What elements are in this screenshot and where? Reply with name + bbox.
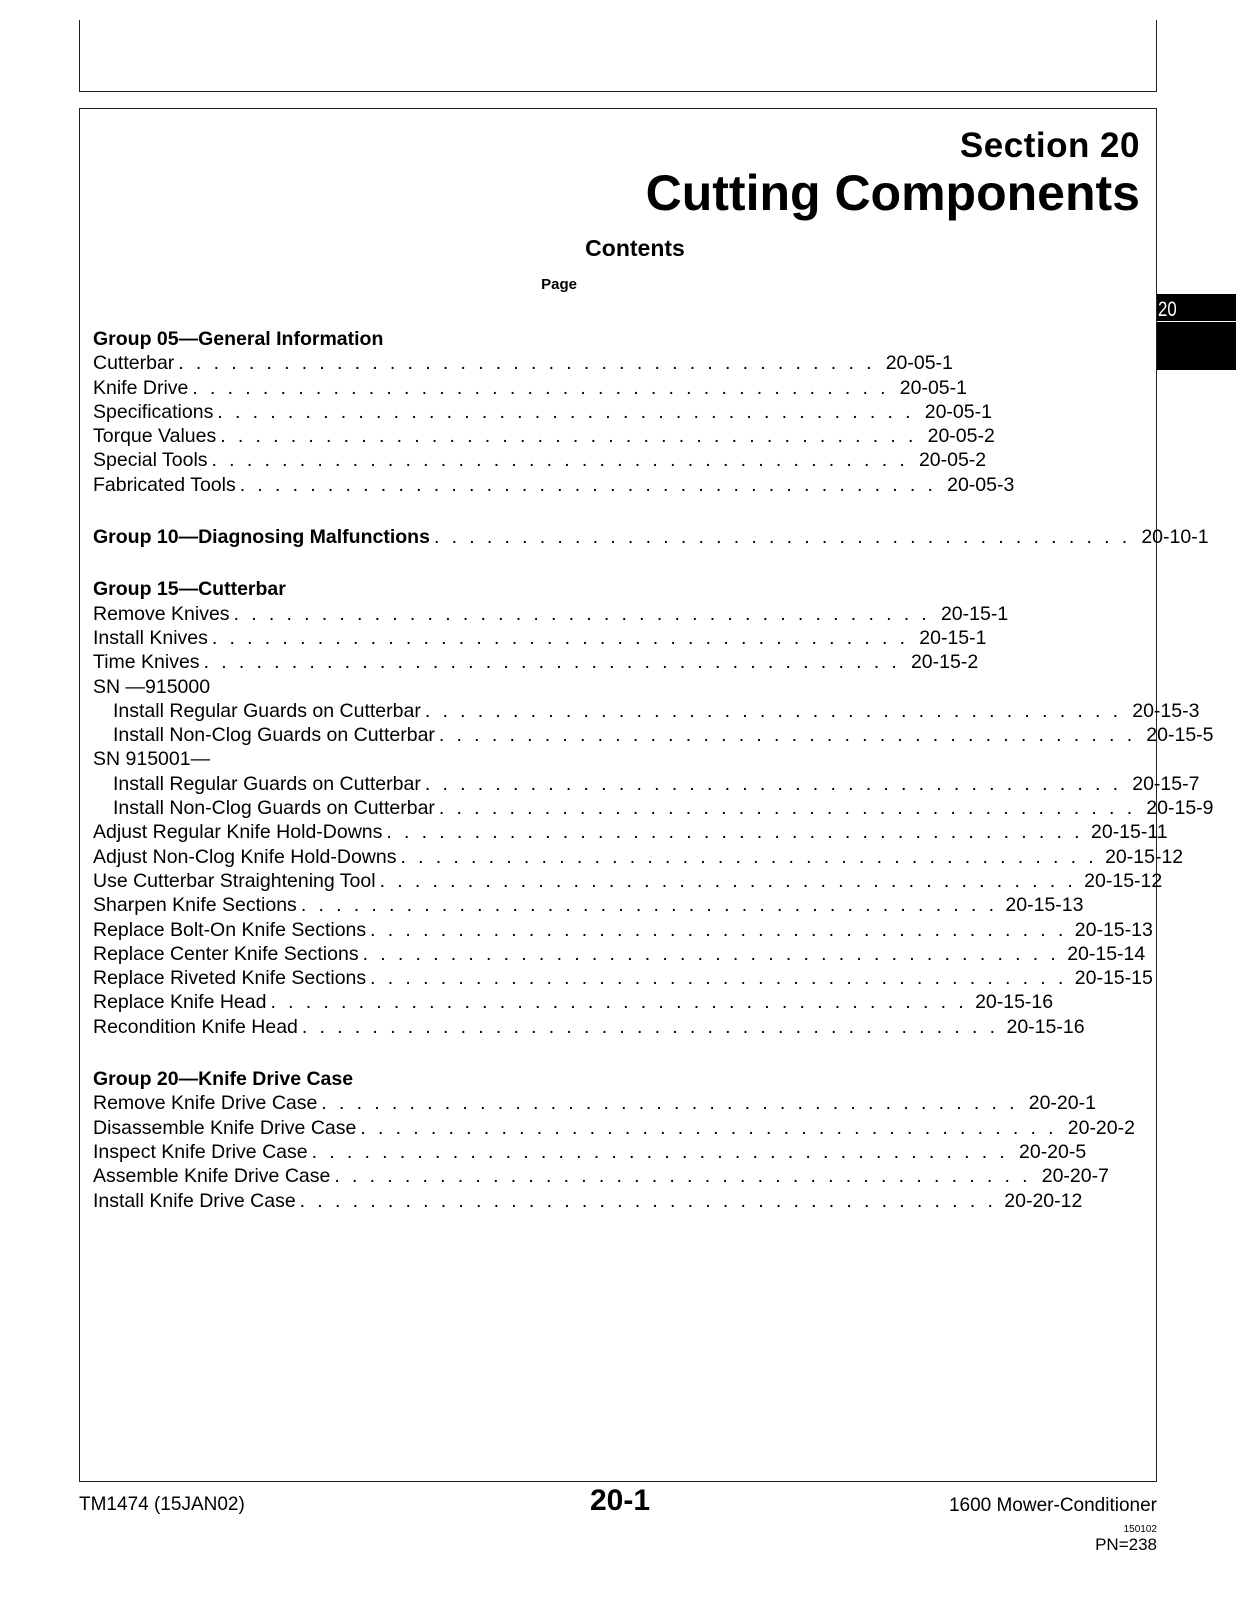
- toc-entry-title: Inspect Knife Drive Case: [93, 1140, 308, 1163]
- toc-entry: [93, 821, 1168, 845]
- toc-entry: [93, 797, 1214, 821]
- toc-entry-page: 20-20-2: [1067, 1116, 1135, 1139]
- toc-entry: [93, 845, 1184, 870]
- toc-entry-title: Group 15—Cutterbar: [93, 578, 286, 601]
- toc-entry-title: Adjust Regular Knife Hold-Downs: [93, 821, 383, 844]
- toc-entry: [93, 626, 987, 651]
- toc-entry-page: 20-15-13: [1074, 918, 1153, 941]
- toc-entry-page: 20-20-12: [1004, 1189, 1083, 1212]
- toc-leader-dots: . . . . . . . . . . . . . . . . . . . . . . . . . . . . . . . . . . . . . . . .: [424, 699, 1122, 722]
- toc-entry: [93, 473, 1015, 498]
- toc-entry: [93, 1116, 1135, 1141]
- toc-leader-dots: . . . . . . . . . . . . . . . . . . . . . . . . . . . . . . . . . . . . . . . .: [211, 626, 909, 649]
- toc-leader-dots: . . . . . . . . . . . . . . . . . . . . . . . . . . . . . . . . . . . . . . . .: [362, 942, 1060, 965]
- toc-leader-dots: . . . . . . . . . . . . . . . . . . . . . . . . . . . . . . . . . . . . . . . .: [192, 376, 889, 399]
- toc-entry-page: 20-05-3: [947, 473, 1015, 496]
- toc-entry-title: Cutterbar: [93, 352, 175, 375]
- toc-leader-dots: . . . . . . . . . . . . . . . . . . . . . . . . . . . . . . . . . . . . . . . .: [301, 1015, 999, 1038]
- toc-entry: [93, 699, 1200, 724]
- toc-entry-page: 20-15-3: [1132, 699, 1200, 722]
- thumb-tab-label: 20: [1158, 298, 1177, 321]
- toc-entry-page: 20-15-11: [1091, 821, 1168, 844]
- toc-leader-dots: . . . . . . . . . . . . . . . . . . . . . . . . . . . . . . . . . . . . . . . .: [370, 918, 1067, 941]
- toc-entry-title: Group 10—Diagnosing Malfunctions: [93, 526, 430, 549]
- toc-entry-title: Group 20—Knife Drive Case: [93, 1068, 354, 1091]
- toc-group-heading: [93, 578, 577, 602]
- toc-entry: [93, 352, 953, 376]
- toc-entry-page: 20-20-7: [1041, 1165, 1109, 1188]
- toc-entry-page: 20-05-1: [899, 376, 967, 399]
- toc-entry-page: 20-15-13: [1005, 894, 1084, 917]
- toc-leader-dots: . . . . . . . . . . . . . . . . . . . . . . . . . . . . . . . . . . . . . . . .: [321, 1092, 1018, 1115]
- toc-leader-dots: . . . . . . . . . . . . . . . . . . . . . . . . . . . . . . . . . . . . . . . .: [438, 797, 1136, 820]
- toc-leader-dots: . . . . . . . . . . . . . . . . . . . . . . . . . . . . . . . . . . . . . . . .: [386, 821, 1083, 844]
- toc-entry-page: 20-15-9: [1146, 797, 1214, 820]
- toc-leader-dots: . . . . . . . . . . . . . . . . . . . . . . . . . . . . . . . . . . . . . . . .: [270, 991, 968, 1014]
- toc-entry: [93, 869, 1163, 894]
- toc-entry-page: 20-05-2: [918, 449, 987, 472]
- toc-entry-page: 20-15-12: [1105, 845, 1184, 868]
- toc-leader-dots: . . . . . . . . . . . . . . . . . . . . . . . . . . . . . . . . . . . . . . . .: [334, 1165, 1031, 1188]
- toc-entry-title: Remove Knife Drive Case: [93, 1092, 318, 1115]
- manual-id: TM1474 (15JAN02): [79, 1494, 245, 1515]
- toc-entry-page: 20-15-1: [940, 602, 1009, 625]
- toc-leader-dots: . . . . . . . . . . . . . . . . . . . . . . . . . . . . . . . . . . . . . . . .: [217, 400, 914, 423]
- toc-entry-title: Use Cutterbar Straightening Tool: [93, 869, 376, 892]
- table-of-contents: [93, 328, 1214, 1214]
- toc-leader-dots: . . . . . . . . . . . . . . . . . . . . . . . . . . . . . . . . . . . . . . . .: [239, 473, 937, 496]
- toc-leader-dots: . . . . . . . . . . . . . . . . . . . . . . . . . . . . . . . . . . . . . . . .: [360, 1116, 1057, 1139]
- toc-entry: [93, 724, 1214, 748]
- toc-entry-title: Disassemble Knife Drive Case: [93, 1116, 357, 1139]
- toc-entry-page: 20-15-2: [910, 651, 979, 674]
- toc-leader-dots: . . . . . . . . . . . . . . . . . . . . . . . . . . . . . . . . . . . . . . . .: [438, 724, 1136, 747]
- toc-leader-dots: . . . . . . . . . . . . . . . . . . . . . . . . . . . . . . . . . . . . . . . .: [220, 425, 917, 448]
- page-column-header: Page: [541, 276, 577, 293]
- toc-leader-dots: . . . . . . . . . . . . . . . . . . . . . . . . . . . . . . . . . . . . . . . .: [211, 449, 909, 472]
- product-name: 1600 Mower-Conditioner: [948, 1495, 1157, 1516]
- toc-entry-title: Install Knife Drive Case: [93, 1189, 296, 1212]
- pn-number: PN=238: [1095, 1535, 1157, 1554]
- toc-entry-title: Remove Knives: [93, 602, 230, 625]
- toc-entry-title: Fabricated Tools: [93, 473, 236, 496]
- toc-entry: [93, 918, 1153, 943]
- toc-entry-title: Adjust Non-Clog Knife Hold-Downs: [93, 845, 397, 868]
- toc-entry-page: 20-15-16: [975, 991, 1054, 1014]
- top-frame: [79, 20, 1157, 92]
- toc-entry: [93, 425, 995, 449]
- toc-leader-dots: . . . . . . . . . . . . . . . . . . . . . . . . . . . . . . . . . . . . . . . .: [433, 526, 1131, 549]
- toc-group-heading: [93, 1068, 577, 1092]
- toc-entry-title: Specifications: [93, 400, 214, 423]
- toc-entry: [93, 1189, 1083, 1214]
- toc-entry-title: SN —915000: [93, 675, 211, 698]
- toc-entry: [93, 748, 577, 772]
- toc-entry: [93, 1165, 1109, 1189]
- toc-entry-title: Sharpen Knife Sections: [93, 894, 297, 917]
- toc-entry-page: 20-20-5: [1019, 1140, 1087, 1163]
- toc-entry-title: Replace Bolt-On Knife Sections: [93, 918, 367, 941]
- toc-entry-page: 20-05-2: [927, 425, 995, 448]
- toc-entry: [93, 602, 1009, 627]
- toc-entry-title: Install Regular Guards on Cutterbar: [113, 772, 421, 795]
- section-number: Section 20: [959, 126, 1140, 165]
- toc-group-heading: [93, 526, 1209, 550]
- toc-entry-title: Group 05—General Information: [93, 328, 384, 350]
- contents-heading: Contents: [585, 235, 685, 261]
- toc-entry-page: 20-15-5: [1146, 724, 1214, 747]
- toc-leader-dots: . . . . . . . . . . . . . . . . . . . . . . . . . . . . . . . . . . . . . . . .: [233, 602, 931, 625]
- toc-entry-page: 20-15-7: [1132, 772, 1200, 795]
- toc-entry-page: 20-15-16: [1006, 1015, 1085, 1038]
- toc-group-heading: [93, 328, 577, 352]
- revision-code: 150102: [1123, 1524, 1157, 1535]
- toc-leader-dots: . . . . . . . . . . . . . . . . . . . . . . . . . . . . . . . . . . . . . . . .: [203, 651, 901, 674]
- toc-entry-title: Replace Center Knife Sections: [93, 942, 359, 965]
- toc-entry: [93, 449, 987, 473]
- toc-entry-title: Torque Values: [93, 425, 217, 448]
- toc-leader-dots: . . . . . . . . . . . . . . . . . . . . . . . . . . . . . . . . . . . . . . . .: [379, 869, 1077, 892]
- toc-entry: [93, 400, 992, 425]
- toc-entry-page: 20-15-12: [1084, 869, 1163, 892]
- toc-entry-title: Install Non-Clog Guards on Cutterbar: [113, 797, 435, 820]
- toc-entry-title: Install Non-Clog Guards on Cutterbar: [113, 724, 435, 747]
- toc-entry: [93, 1015, 1085, 1040]
- toc-entry-title: Assemble Knife Drive Case: [93, 1165, 331, 1188]
- toc-entry-page: 20-20-1: [1028, 1092, 1096, 1115]
- toc-entry: [93, 967, 1153, 991]
- toc-entry-title: Replace Riveted Knife Sections: [93, 967, 367, 990]
- toc-leader-dots: . . . . . . . . . . . . . . . . . . . . . . . . . . . . . . . . . . . . . . . .: [424, 772, 1122, 795]
- toc-entry-title: Time Knives: [93, 651, 200, 674]
- toc-entry: [93, 1140, 1087, 1165]
- toc-leader-dots: . . . . . . . . . . . . . . . . . . . . . . . . . . . . . . . . . . . . . . . .: [370, 967, 1067, 990]
- toc-entry-title: Install Knives: [93, 626, 208, 649]
- toc-entry: [93, 942, 1146, 967]
- toc-entry-title: Install Regular Guards on Cutterbar: [113, 699, 421, 722]
- toc-entry: [93, 376, 967, 401]
- toc-leader-dots: . . . . . . . . . . . . . . . . . . . . . . . . . . . . . . . . . . . . . . . .: [300, 894, 998, 917]
- toc-entry: [93, 676, 577, 700]
- toc-entry: [93, 651, 979, 675]
- toc-entry-title: Special Tools: [93, 449, 208, 472]
- toc-entry-page: 20-10-1: [1141, 526, 1209, 549]
- toc-entry: [93, 772, 1200, 797]
- toc-entry: [93, 1092, 1096, 1116]
- toc-entry-page: 20-05-1: [924, 400, 992, 423]
- toc-entry-title: Replace Knife Head: [93, 991, 267, 1014]
- page-number: 20-1: [589, 1484, 651, 1517]
- toc-entry-page: 20-15-14: [1067, 942, 1146, 965]
- toc-entry-title: SN 915001—: [93, 748, 211, 771]
- toc-entry: [93, 991, 1054, 1015]
- toc-leader-dots: . . . . . . . . . . . . . . . . . . . . . . . . . . . . . . . . . . . . . . . .: [299, 1189, 997, 1212]
- toc-entry-page: 20-15-15: [1074, 967, 1153, 990]
- toc-entry-title: Knife Drive: [93, 376, 189, 399]
- toc-leader-dots: . . . . . . . . . . . . . . . . . . . . . . . . . . . . . . . . . . . . . . . .: [178, 352, 875, 375]
- toc-entry-page: 20-15-1: [919, 626, 987, 649]
- toc-entry-title: Recondition Knife Head: [93, 1015, 298, 1038]
- toc-entry: [93, 894, 1084, 918]
- toc-leader-dots: . . . . . . . . . . . . . . . . . . . . . . . . . . . . . . . . . . . . . . . .: [400, 845, 1098, 868]
- toc-leader-dots: . . . . . . . . . . . . . . . . . . . . . . . . . . . . . . . . . . . . . . . .: [311, 1140, 1009, 1163]
- toc-entry-page: 20-05-1: [885, 352, 953, 375]
- section-title: Cutting Components: [645, 165, 1140, 221]
